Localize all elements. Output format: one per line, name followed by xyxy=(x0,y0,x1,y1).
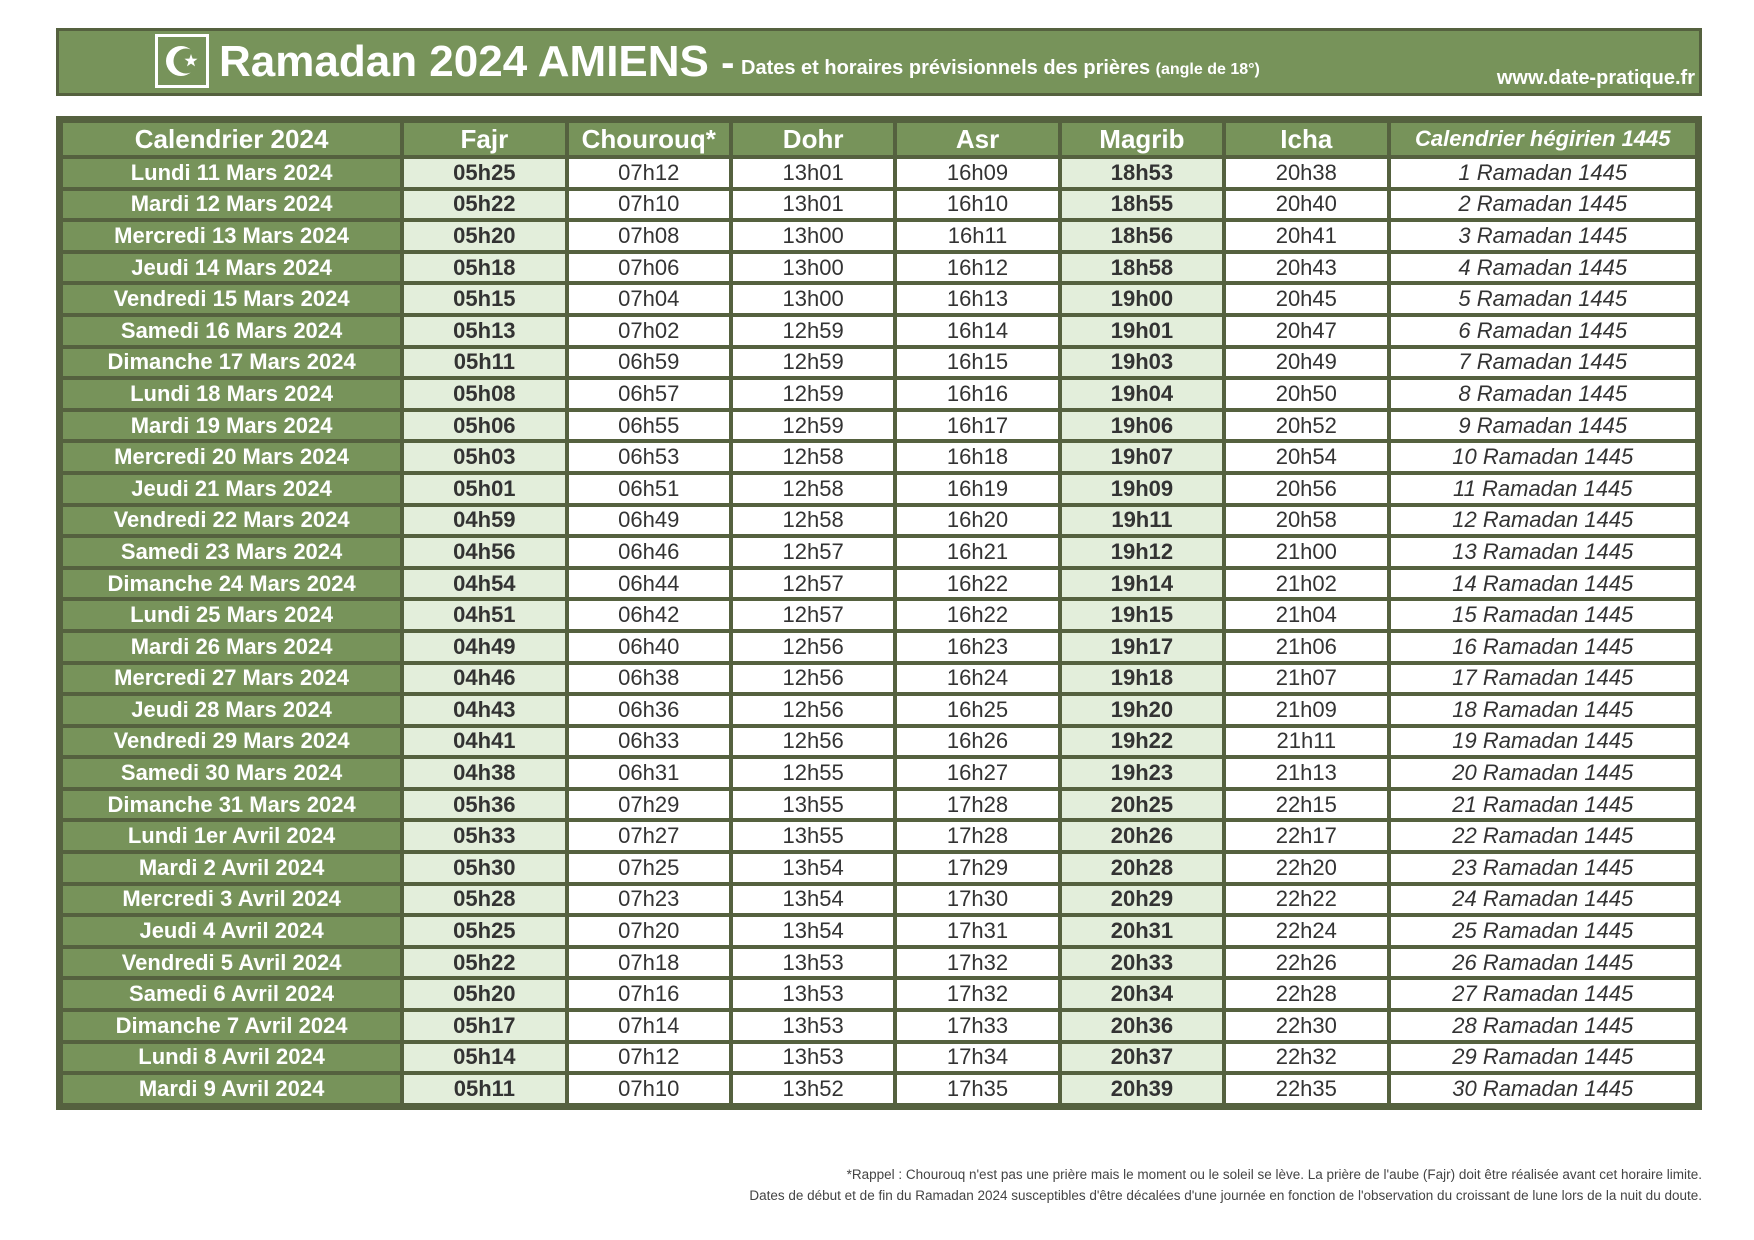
icha-cell: 22h28 xyxy=(1226,980,1386,1008)
icha-cell: 20h52 xyxy=(1226,412,1386,440)
fajr-cell: 05h03 xyxy=(404,443,564,471)
date-cell: Samedi 6 Avril 2024 xyxy=(63,980,400,1008)
hijri-cell: 27 Ramadan 1445 xyxy=(1391,980,1696,1008)
icha-cell: 22h20 xyxy=(1226,854,1386,882)
maghrib-cell: 19h06 xyxy=(1062,412,1222,440)
maghrib-cell: 20h25 xyxy=(1062,791,1222,819)
chourouq-cell: 07h14 xyxy=(569,1012,729,1040)
dohr-cell: 13h00 xyxy=(733,254,893,282)
table-row xyxy=(63,728,1695,756)
asr-cell: 17h35 xyxy=(897,1075,1057,1103)
icha-cell: 22h26 xyxy=(1226,949,1386,977)
asr-cell: 16h09 xyxy=(897,159,1057,187)
table-row xyxy=(63,601,1695,629)
maghrib-cell: 19h00 xyxy=(1062,285,1222,313)
hijri-cell: 10 Ramadan 1445 xyxy=(1391,443,1696,471)
date-cell: Mardi 9 Avril 2024 xyxy=(63,1075,400,1103)
hijri-cell: 3 Ramadan 1445 xyxy=(1391,222,1696,250)
dohr-cell: 13h55 xyxy=(733,822,893,850)
asr-cell: 16h23 xyxy=(897,633,1057,661)
table-row xyxy=(63,633,1695,661)
date-cell: Jeudi 28 Mars 2024 xyxy=(63,696,400,724)
chourouq-cell: 07h16 xyxy=(569,980,729,1008)
chourouq-cell: 06h59 xyxy=(569,349,729,377)
dohr-cell: 12h58 xyxy=(733,443,893,471)
hijri-cell: 12 Ramadan 1445 xyxy=(1391,507,1696,535)
dohr-cell: 12h56 xyxy=(733,696,893,724)
date-cell: Lundi 1er Avril 2024 xyxy=(63,822,400,850)
chourouq-cell: 06h38 xyxy=(569,665,729,693)
table-row xyxy=(63,665,1695,693)
table-row xyxy=(63,1075,1695,1103)
hijri-cell: 20 Ramadan 1445 xyxy=(1391,759,1696,787)
asr-cell: 17h30 xyxy=(897,886,1057,914)
chourouq-cell: 07h23 xyxy=(569,886,729,914)
table-row xyxy=(63,159,1695,187)
dohr-cell: 13h54 xyxy=(733,854,893,882)
fajr-cell: 05h33 xyxy=(404,822,564,850)
dohr-cell: 13h01 xyxy=(733,191,893,219)
maghrib-cell: 20h34 xyxy=(1062,980,1222,1008)
chourouq-cell: 07h25 xyxy=(569,854,729,882)
hijri-cell: 26 Ramadan 1445 xyxy=(1391,949,1696,977)
date-cell: Mardi 12 Mars 2024 xyxy=(63,191,400,219)
dohr-cell: 13h53 xyxy=(733,1012,893,1040)
column-header-maghrib: Magrib xyxy=(1062,123,1222,155)
dohr-cell: 12h58 xyxy=(733,507,893,535)
fajr-cell: 05h22 xyxy=(404,191,564,219)
table-row xyxy=(63,412,1695,440)
table-row xyxy=(63,917,1695,945)
asr-cell: 17h28 xyxy=(897,822,1057,850)
hijri-cell: 8 Ramadan 1445 xyxy=(1391,380,1696,408)
table-body xyxy=(63,159,1695,1103)
asr-cell: 16h21 xyxy=(897,538,1057,566)
table-row xyxy=(63,285,1695,313)
hijri-cell: 22 Ramadan 1445 xyxy=(1391,822,1696,850)
maghrib-cell: 18h56 xyxy=(1062,222,1222,250)
table-row xyxy=(63,822,1695,850)
maghrib-cell: 19h07 xyxy=(1062,443,1222,471)
fajr-cell: 04h54 xyxy=(404,570,564,598)
hijri-cell: 30 Ramadan 1445 xyxy=(1391,1075,1696,1103)
chourouq-cell: 07h10 xyxy=(569,191,729,219)
table-row xyxy=(63,570,1695,598)
crescent-star-icon xyxy=(155,34,209,88)
dohr-cell: 12h59 xyxy=(733,380,893,408)
column-header-asr: Asr xyxy=(897,123,1057,155)
asr-cell: 16h24 xyxy=(897,665,1057,693)
icha-cell: 21h09 xyxy=(1226,696,1386,724)
date-cell: Mercredi 13 Mars 2024 xyxy=(63,222,400,250)
hijri-cell: 25 Ramadan 1445 xyxy=(1391,917,1696,945)
hijri-cell: 18 Ramadan 1445 xyxy=(1391,696,1696,724)
chourouq-cell: 06h31 xyxy=(569,759,729,787)
chourouq-cell: 07h04 xyxy=(569,285,729,313)
footnotes xyxy=(749,1164,1702,1206)
hijri-cell: 17 Ramadan 1445 xyxy=(1391,665,1696,693)
table-row xyxy=(63,254,1695,282)
dohr-cell: 12h56 xyxy=(733,665,893,693)
chourouq-cell: 07h02 xyxy=(569,317,729,345)
footnote-chourouq: *Rappel : Chourouq n'est pas une prière mais le moment ou le soleil se lève. La prière de l'aube (Fajr) doit être réalisée avant cet horaire limite. xyxy=(846,1167,1702,1182)
date-cell: Mercredi 3 Avril 2024 xyxy=(63,886,400,914)
date-cell: Dimanche 31 Mars 2024 xyxy=(63,791,400,819)
date-cell: Dimanche 7 Avril 2024 xyxy=(63,1012,400,1040)
asr-cell: 16h17 xyxy=(897,412,1057,440)
asr-cell: 16h10 xyxy=(897,191,1057,219)
hijri-cell: 11 Ramadan 1445 xyxy=(1391,475,1696,503)
date-cell: Mardi 26 Mars 2024 xyxy=(63,633,400,661)
dohr-cell: 13h53 xyxy=(733,980,893,1008)
icha-cell: 21h06 xyxy=(1226,633,1386,661)
icha-cell: 20h56 xyxy=(1226,475,1386,503)
dohr-cell: 13h54 xyxy=(733,917,893,945)
chourouq-cell: 07h12 xyxy=(569,159,729,187)
date-cell: Vendredi 5 Avril 2024 xyxy=(63,949,400,977)
maghrib-cell: 20h37 xyxy=(1062,1044,1222,1072)
icha-cell: 20h41 xyxy=(1226,222,1386,250)
title-text: Ramadan 2024 AMIENS xyxy=(219,37,709,86)
hijri-cell: 29 Ramadan 1445 xyxy=(1391,1044,1696,1072)
asr-cell: 17h33 xyxy=(897,1012,1057,1040)
maghrib-cell: 19h03 xyxy=(1062,349,1222,377)
date-cell: Samedi 30 Mars 2024 xyxy=(63,759,400,787)
maghrib-cell: 20h29 xyxy=(1062,886,1222,914)
hijri-cell: 13 Ramadan 1445 xyxy=(1391,538,1696,566)
asr-cell: 16h22 xyxy=(897,570,1057,598)
prayer-times-table xyxy=(59,119,1699,1107)
fajr-cell: 05h20 xyxy=(404,980,564,1008)
column-header-icha: Icha xyxy=(1226,123,1386,155)
asr-cell: 17h34 xyxy=(897,1044,1057,1072)
page-title xyxy=(219,37,734,87)
fajr-cell: 05h18 xyxy=(404,254,564,282)
table-row xyxy=(63,222,1695,250)
maghrib-cell: 19h18 xyxy=(1062,665,1222,693)
fajr-cell: 05h01 xyxy=(404,475,564,503)
table-row xyxy=(63,380,1695,408)
date-cell: Jeudi 21 Mars 2024 xyxy=(63,475,400,503)
maghrib-cell: 19h22 xyxy=(1062,728,1222,756)
maghrib-cell: 19h23 xyxy=(1062,759,1222,787)
asr-cell: 16h14 xyxy=(897,317,1057,345)
hijri-cell: 1 Ramadan 1445 xyxy=(1391,159,1696,187)
chourouq-cell: 07h27 xyxy=(569,822,729,850)
maghrib-cell: 18h58 xyxy=(1062,254,1222,282)
fajr-cell: 05h06 xyxy=(404,412,564,440)
dohr-cell: 13h52 xyxy=(733,1075,893,1103)
column-header-fajr: Fajr xyxy=(404,123,564,155)
chourouq-cell: 07h06 xyxy=(569,254,729,282)
chourouq-cell: 07h18 xyxy=(569,949,729,977)
fajr-cell: 04h41 xyxy=(404,728,564,756)
asr-cell: 16h11 xyxy=(897,222,1057,250)
dohr-cell: 13h00 xyxy=(733,222,893,250)
maghrib-cell: 19h04 xyxy=(1062,380,1222,408)
asr-cell: 16h26 xyxy=(897,728,1057,756)
maghrib-cell: 19h15 xyxy=(1062,601,1222,629)
maghrib-cell: 19h14 xyxy=(1062,570,1222,598)
asr-cell: 16h19 xyxy=(897,475,1057,503)
hijri-cell: 21 Ramadan 1445 xyxy=(1391,791,1696,819)
maghrib-cell: 20h39 xyxy=(1062,1075,1222,1103)
asr-cell: 16h22 xyxy=(897,601,1057,629)
fajr-cell: 05h20 xyxy=(404,222,564,250)
prayer-times-table-container xyxy=(56,116,1702,1110)
asr-cell: 16h13 xyxy=(897,285,1057,313)
table-row xyxy=(63,475,1695,503)
date-cell: Mardi 19 Mars 2024 xyxy=(63,412,400,440)
date-cell: Lundi 11 Mars 2024 xyxy=(63,159,400,187)
maghrib-cell: 20h26 xyxy=(1062,822,1222,850)
maghrib-cell: 18h53 xyxy=(1062,159,1222,187)
icha-cell: 22h15 xyxy=(1226,791,1386,819)
hijri-cell: 16 Ramadan 1445 xyxy=(1391,633,1696,661)
hijri-cell: 19 Ramadan 1445 xyxy=(1391,728,1696,756)
asr-cell: 16h12 xyxy=(897,254,1057,282)
fajr-cell: 05h08 xyxy=(404,380,564,408)
table-row xyxy=(63,949,1695,977)
chourouq-cell: 06h49 xyxy=(569,507,729,535)
column-header-chourouq: Chourouq* xyxy=(569,123,729,155)
fajr-cell: 05h25 xyxy=(404,159,564,187)
icha-cell: 22h32 xyxy=(1226,1044,1386,1072)
hijri-cell: 6 Ramadan 1445 xyxy=(1391,317,1696,345)
table-row xyxy=(63,538,1695,566)
column-header-dohr: Dohr xyxy=(733,123,893,155)
chourouq-cell: 07h08 xyxy=(569,222,729,250)
dohr-cell: 12h59 xyxy=(733,349,893,377)
title-banner xyxy=(56,28,1702,96)
hijri-cell: 2 Ramadan 1445 xyxy=(1391,191,1696,219)
fajr-cell: 04h46 xyxy=(404,665,564,693)
fajr-cell: 05h17 xyxy=(404,1012,564,1040)
asr-cell: 16h16 xyxy=(897,380,1057,408)
table-row xyxy=(63,791,1695,819)
subtitle-text: Dates et horaires prévisionnels des prières xyxy=(741,57,1151,79)
dohr-cell: 12h58 xyxy=(733,475,893,503)
dohr-cell: 13h53 xyxy=(733,949,893,977)
maghrib-cell: 18h55 xyxy=(1062,191,1222,219)
fajr-cell: 05h28 xyxy=(404,886,564,914)
table-row xyxy=(63,759,1695,787)
table-row xyxy=(63,443,1695,471)
chourouq-cell: 06h55 xyxy=(569,412,729,440)
fajr-cell: 05h11 xyxy=(404,1075,564,1103)
column-header-hijri: Calendrier hégirien 1445 xyxy=(1391,123,1696,155)
icha-cell: 22h35 xyxy=(1226,1075,1386,1103)
dohr-cell: 12h59 xyxy=(733,317,893,345)
title-dash: - xyxy=(721,41,735,85)
fajr-cell: 04h51 xyxy=(404,601,564,629)
maghrib-cell: 20h33 xyxy=(1062,949,1222,977)
chourouq-cell: 06h46 xyxy=(569,538,729,566)
table-row xyxy=(63,507,1695,535)
fajr-cell: 04h56 xyxy=(404,538,564,566)
date-cell: Vendredi 22 Mars 2024 xyxy=(63,507,400,535)
icha-cell: 20h58 xyxy=(1226,507,1386,535)
table-row xyxy=(63,886,1695,914)
icha-cell: 20h47 xyxy=(1226,317,1386,345)
asr-cell: 17h31 xyxy=(897,917,1057,945)
maghrib-cell: 19h20 xyxy=(1062,696,1222,724)
fajr-cell: 04h43 xyxy=(404,696,564,724)
hijri-cell: 28 Ramadan 1445 xyxy=(1391,1012,1696,1040)
icha-cell: 20h45 xyxy=(1226,285,1386,313)
hijri-cell: 15 Ramadan 1445 xyxy=(1391,601,1696,629)
date-cell: Dimanche 17 Mars 2024 xyxy=(63,349,400,377)
date-cell: Vendredi 15 Mars 2024 xyxy=(63,285,400,313)
chourouq-cell: 07h12 xyxy=(569,1044,729,1072)
asr-cell: 16h18 xyxy=(897,443,1057,471)
date-cell: Mercredi 27 Mars 2024 xyxy=(63,665,400,693)
icha-cell: 21h07 xyxy=(1226,665,1386,693)
fajr-cell: 05h14 xyxy=(404,1044,564,1072)
dohr-cell: 12h57 xyxy=(733,570,893,598)
maghrib-cell: 19h17 xyxy=(1062,633,1222,661)
maghrib-cell: 19h11 xyxy=(1062,507,1222,535)
dohr-cell: 13h55 xyxy=(733,791,893,819)
dohr-cell: 13h01 xyxy=(733,159,893,187)
date-cell: Vendredi 29 Mars 2024 xyxy=(63,728,400,756)
table-row xyxy=(63,1044,1695,1072)
chourouq-cell: 07h20 xyxy=(569,917,729,945)
website-link[interactable]: www.date-pratique.fr xyxy=(1496,67,1695,89)
table-header-row xyxy=(63,123,1695,155)
dohr-cell: 13h00 xyxy=(733,285,893,313)
fajr-cell: 05h30 xyxy=(404,854,564,882)
icha-cell: 22h17 xyxy=(1226,822,1386,850)
date-cell: Samedi 23 Mars 2024 xyxy=(63,538,400,566)
chourouq-cell: 07h29 xyxy=(569,791,729,819)
column-header-date: Calendrier 2024 xyxy=(63,123,400,155)
table-row xyxy=(63,191,1695,219)
fajr-cell: 04h49 xyxy=(404,633,564,661)
maghrib-cell: 20h36 xyxy=(1062,1012,1222,1040)
hijri-cell: 9 Ramadan 1445 xyxy=(1391,412,1696,440)
icha-cell: 20h49 xyxy=(1226,349,1386,377)
chourouq-cell: 06h53 xyxy=(569,443,729,471)
icha-cell: 20h54 xyxy=(1226,443,1386,471)
table-row xyxy=(63,696,1695,724)
date-cell: Lundi 8 Avril 2024 xyxy=(63,1044,400,1072)
chourouq-cell: 06h36 xyxy=(569,696,729,724)
asr-cell: 16h15 xyxy=(897,349,1057,377)
angle-note: (angle de 18°) xyxy=(1155,61,1260,78)
dohr-cell: 13h53 xyxy=(733,1044,893,1072)
icha-cell: 21h00 xyxy=(1226,538,1386,566)
icha-cell: 20h43 xyxy=(1226,254,1386,282)
maghrib-cell: 19h12 xyxy=(1062,538,1222,566)
icha-cell: 21h04 xyxy=(1226,601,1386,629)
hijri-cell: 4 Ramadan 1445 xyxy=(1391,254,1696,282)
table-row xyxy=(63,1012,1695,1040)
date-cell: Lundi 25 Mars 2024 xyxy=(63,601,400,629)
fajr-cell: 05h11 xyxy=(404,349,564,377)
fajr-cell: 05h15 xyxy=(404,285,564,313)
asr-cell: 17h29 xyxy=(897,854,1057,882)
fajr-cell: 05h36 xyxy=(404,791,564,819)
date-cell: Lundi 18 Mars 2024 xyxy=(63,380,400,408)
date-cell: Samedi 16 Mars 2024 xyxy=(63,317,400,345)
asr-cell: 16h25 xyxy=(897,696,1057,724)
fajr-cell: 05h25 xyxy=(404,917,564,945)
icha-cell: 21h02 xyxy=(1226,570,1386,598)
icha-cell: 20h50 xyxy=(1226,380,1386,408)
dohr-cell: 12h56 xyxy=(733,728,893,756)
date-cell: Mardi 2 Avril 2024 xyxy=(63,854,400,882)
table-row xyxy=(63,349,1695,377)
dohr-cell: 12h55 xyxy=(733,759,893,787)
chourouq-cell: 07h10 xyxy=(569,1075,729,1103)
hijri-cell: 14 Ramadan 1445 xyxy=(1391,570,1696,598)
asr-cell: 17h28 xyxy=(897,791,1057,819)
chourouq-cell: 06h57 xyxy=(569,380,729,408)
chourouq-cell: 06h33 xyxy=(569,728,729,756)
maghrib-cell: 20h28 xyxy=(1062,854,1222,882)
fajr-cell: 04h38 xyxy=(404,759,564,787)
footnote-dates: Dates de début et de fin du Ramadan 2024 susceptibles d'être décalées d'une journée en fonction de l'observation du croissant de lune lors de la nuit du doute. xyxy=(749,1188,1702,1203)
hijri-cell: 7 Ramadan 1445 xyxy=(1391,349,1696,377)
chourouq-cell: 06h44 xyxy=(569,570,729,598)
dohr-cell: 12h56 xyxy=(733,633,893,661)
page-subtitle xyxy=(741,57,1260,80)
icha-cell: 21h13 xyxy=(1226,759,1386,787)
chourouq-cell: 06h42 xyxy=(569,601,729,629)
hijri-cell: 23 Ramadan 1445 xyxy=(1391,854,1696,882)
icha-cell: 21h11 xyxy=(1226,728,1386,756)
asr-cell: 16h20 xyxy=(897,507,1057,535)
date-cell: Jeudi 14 Mars 2024 xyxy=(63,254,400,282)
asr-cell: 17h32 xyxy=(897,949,1057,977)
icha-cell: 22h30 xyxy=(1226,1012,1386,1040)
hijri-cell: 5 Ramadan 1445 xyxy=(1391,285,1696,313)
date-cell: Mercredi 20 Mars 2024 xyxy=(63,443,400,471)
asr-cell: 16h27 xyxy=(897,759,1057,787)
dohr-cell: 12h57 xyxy=(733,601,893,629)
maghrib-cell: 19h09 xyxy=(1062,475,1222,503)
fajr-cell: 05h22 xyxy=(404,949,564,977)
fajr-cell: 05h13 xyxy=(404,317,564,345)
table-row xyxy=(63,317,1695,345)
maghrib-cell: 19h01 xyxy=(1062,317,1222,345)
fajr-cell: 04h59 xyxy=(404,507,564,535)
table-row xyxy=(63,980,1695,1008)
asr-cell: 17h32 xyxy=(897,980,1057,1008)
dohr-cell: 13h54 xyxy=(733,886,893,914)
chourouq-cell: 06h51 xyxy=(569,475,729,503)
icha-cell: 22h22 xyxy=(1226,886,1386,914)
maghrib-cell: 20h31 xyxy=(1062,917,1222,945)
dohr-cell: 12h57 xyxy=(733,538,893,566)
icha-cell: 20h38 xyxy=(1226,159,1386,187)
date-cell: Dimanche 24 Mars 2024 xyxy=(63,570,400,598)
date-cell: Jeudi 4 Avril 2024 xyxy=(63,917,400,945)
icha-cell: 22h24 xyxy=(1226,917,1386,945)
hijri-cell: 24 Ramadan 1445 xyxy=(1391,886,1696,914)
table-row xyxy=(63,854,1695,882)
icha-cell: 20h40 xyxy=(1226,191,1386,219)
chourouq-cell: 06h40 xyxy=(569,633,729,661)
dohr-cell: 12h59 xyxy=(733,412,893,440)
